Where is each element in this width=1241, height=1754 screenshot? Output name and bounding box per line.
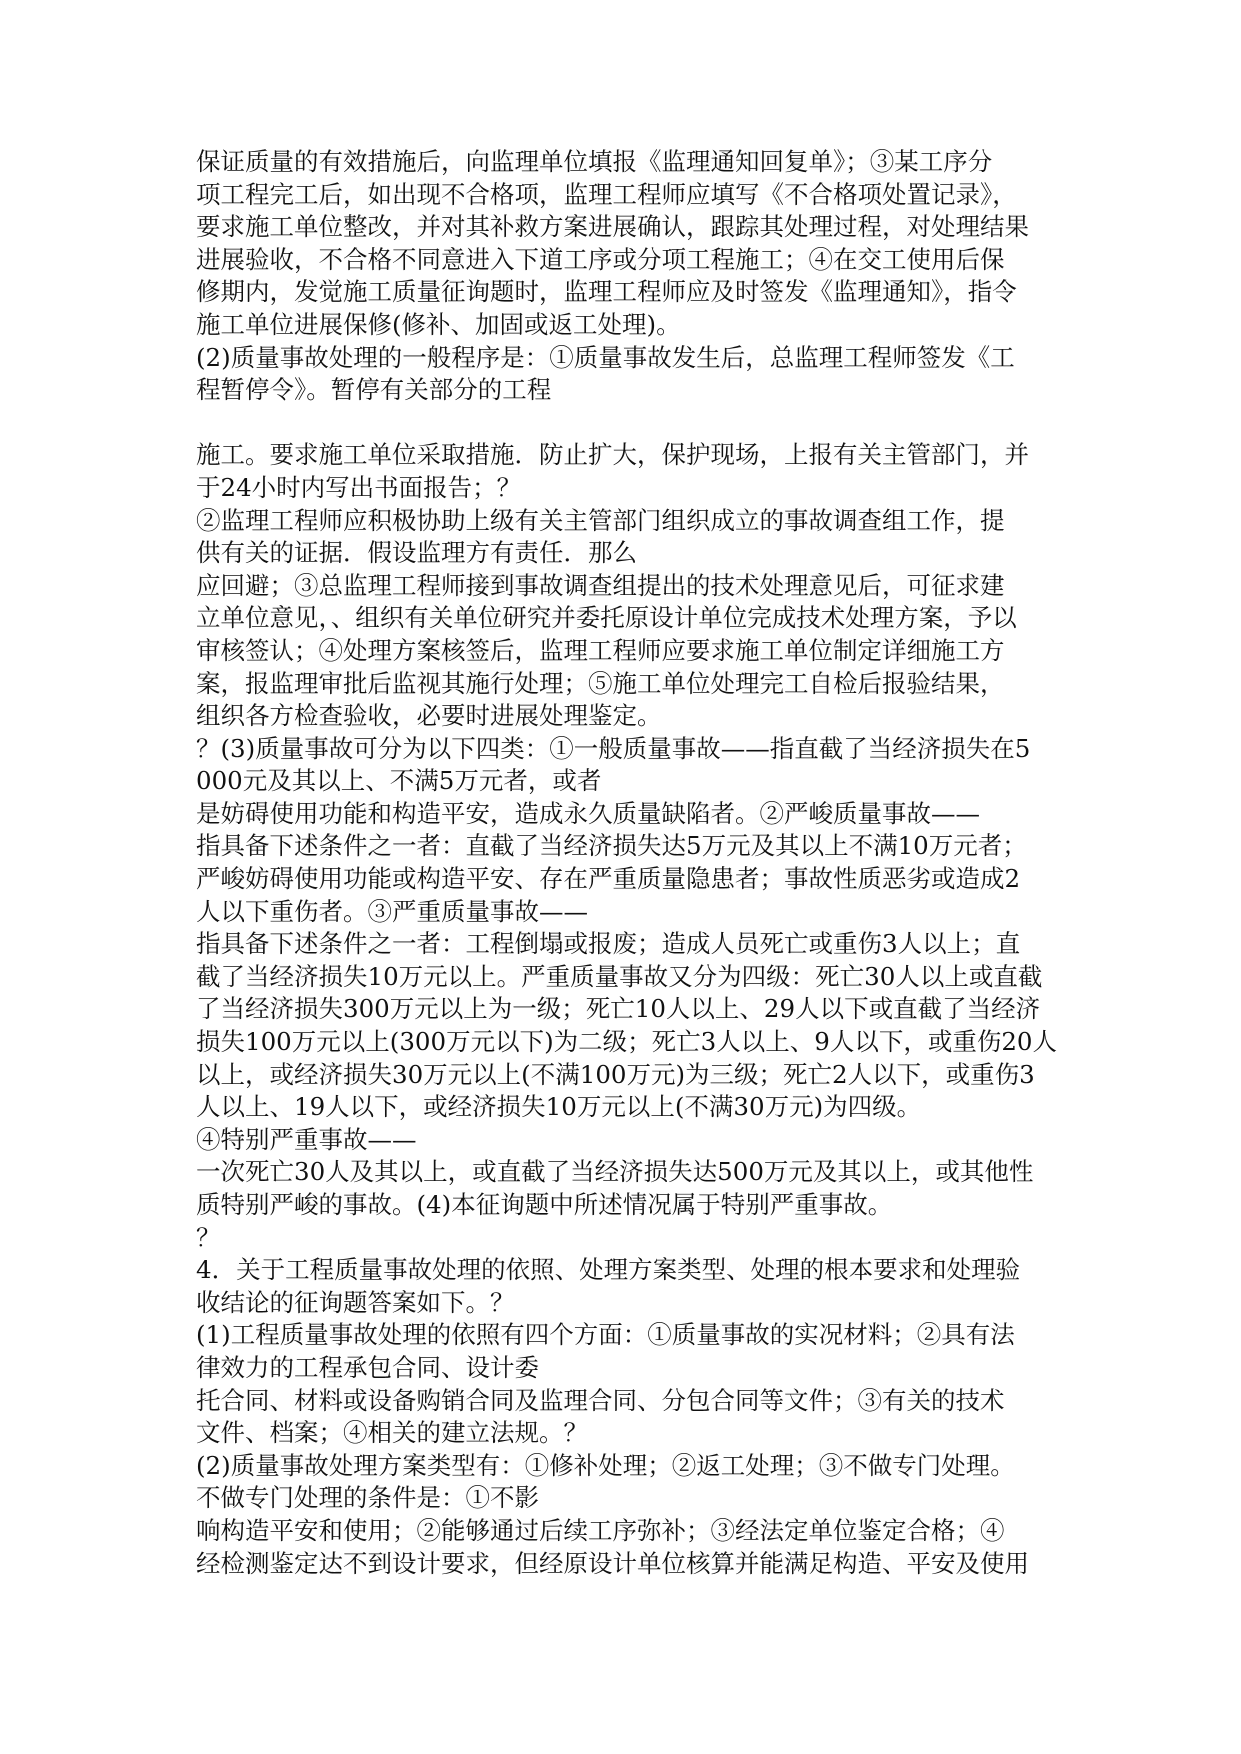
paragraph-section-1 [196, 146, 1066, 407]
text-line: ④特别严重事故—— [196, 1124, 417, 1154]
text-line: 施工单位进展保修(修补、加固或返工处理)。 [196, 309, 681, 339]
text-line: 经检测鉴定达不到设计要求，但经原设计单位核算并能满足构造、平安及使用 [196, 1548, 1029, 1578]
paragraph-gap [196, 407, 1066, 440]
text-line: 以上，或经济损失30万元以上(不满100万元)为三级；死亡2人以下，或重伤3 [196, 1059, 1035, 1089]
text-line: 施工。要求施工单位采取措施．防止扩大，保护现场，上报有关主管部门，并 [196, 440, 1029, 470]
text-line: 文件、档案；④相关的建立法规。？ [196, 1418, 588, 1448]
text-line: 审核签认；④处理方案核签后，监理工程师应要求施工单位制定详细施工方 [196, 635, 1005, 665]
text-line: 组织各方检查验收，必要时进展处理鉴定。 [196, 701, 662, 731]
text-line: ？ [196, 1222, 221, 1252]
text-line: 质特别严峻的事故。(4)本征询题中所述情况属于特别严重事故。 [196, 1190, 893, 1219]
text-line: ？(3)质量事故可分为以下四类：①一般质量事故——指直截了当经济损失在5 [196, 733, 1031, 763]
text-line: 项工程完工后，如出现不合格项，监理工程师应填写《不合格项处置记录》， [196, 179, 1017, 209]
text-line: 应回避；③总监理工程师接到事故调查组提出的技术处理意见后，可征求建 [196, 570, 1005, 600]
text-line: 案，报监理审批后监视其施行处理；⑤施工单位处理完工自检后报验结果， [196, 668, 1005, 698]
text-line: 响构造平安和使用；②能够通过后续工序弥补；③经法定单位鉴定合格；④ [196, 1515, 1005, 1545]
text-line: 保证质量的有效措施后，向监理单位填报《监理通知回复单》；③某工序分 [196, 147, 993, 176]
text-line: (2)质量事故处理方案类型有：①修补处理；②返工处理；③不做专门处理。 [196, 1450, 1015, 1480]
text-line: 律效力的工程承包合同、设计委 [196, 1352, 539, 1382]
text-line: 指具备下述条件之一者：直截了当经济损失达5万元及其以上不满10万元者； [196, 831, 1027, 861]
text-line: 供有关的证据．假设监理方有责任．那么 [196, 538, 637, 568]
text-line: 截了当经济损失10万元以上。严重质量事故又分为四级：死亡30人以上或直截 [196, 961, 1043, 991]
text-line: 不做专门处理的条件是：①不影 [196, 1483, 539, 1513]
text-line: 4．关于工程质量事故处理的依照、处理方案类型、处理的根本要求和处理验 [196, 1255, 1021, 1285]
text-line: 进展验收，不合格不同意进入下道工序或分项工程施工；④在交工使用后保 [196, 244, 1005, 274]
paragraph-section-2 [196, 439, 1066, 1580]
text-line: (2)质量事故处理的一般程序是：①质量事故发生后，总监理工程师签发《工 [196, 342, 1015, 372]
text-line: 于24小时内写出书面报告；？ [196, 472, 522, 502]
text-line: 修期内，发觉施工质量征询题时，监理工程师应及时签发《监理通知》，指令 [196, 277, 1017, 307]
text-line: 立单位意见，、组织有关单位研究并委托原设计单位完成技术处理方案，予以 [196, 603, 1017, 633]
text-line: 了当经济损失300万元以上为一级；死亡10人以上、29人以下或直截了当经济 [196, 994, 1041, 1024]
text-line: 程暂停令》。暂停有关部分的工程 [196, 375, 552, 405]
text-line: 一次死亡30人及其以上，或直截了当经济损失达500万元及其以上，或其他性 [196, 1157, 1034, 1187]
body-text [196, 146, 1066, 1580]
text-line: 指具备下述条件之一者：工程倒塌或报废；造成人员死亡或重伤3人以上；直 [196, 929, 1021, 959]
text-line: 000元及其以上、不满5万元者，或者 [196, 766, 602, 796]
text-line: 人以下重伤者。③严重质量事故—— [196, 896, 588, 926]
text-line: 是妨碍使用功能和构造平安，造成永久质量缺陷者。②严峻质量事故—— [196, 798, 980, 828]
text-line: 托合同、材料或设备购销合同及监理合同、分包合同等文件；③有关的技术 [196, 1385, 1005, 1415]
text-line: 要求施工单位整改，并对其补救方案进展确认，跟踪其处理过程，对处理结果 [196, 212, 1029, 242]
text-line: ②监理工程师应积极协助上级有关主管部门组织成立的事故调查组工作，提 [196, 505, 1005, 535]
text-line: 严峻妨碍使用功能或构造平安、存在严重质量隐患者；事故性质恶劣或造成2 [196, 864, 1021, 894]
text-line: 损失100万元以上(300万元以下)为二级；死亡3人以上、9人以下，或重伤20人 [196, 1027, 1057, 1057]
text-line: 收结论的征询题答案如下。？ [196, 1287, 515, 1317]
text-line: (1)工程质量事故处理的依照有四个方面：①质量事故的实况材料；②具有法 [196, 1320, 1015, 1350]
text-line: 人以上、19人以下，或经济损失10万元以上(不满30万元)为四级。 [196, 1092, 922, 1122]
